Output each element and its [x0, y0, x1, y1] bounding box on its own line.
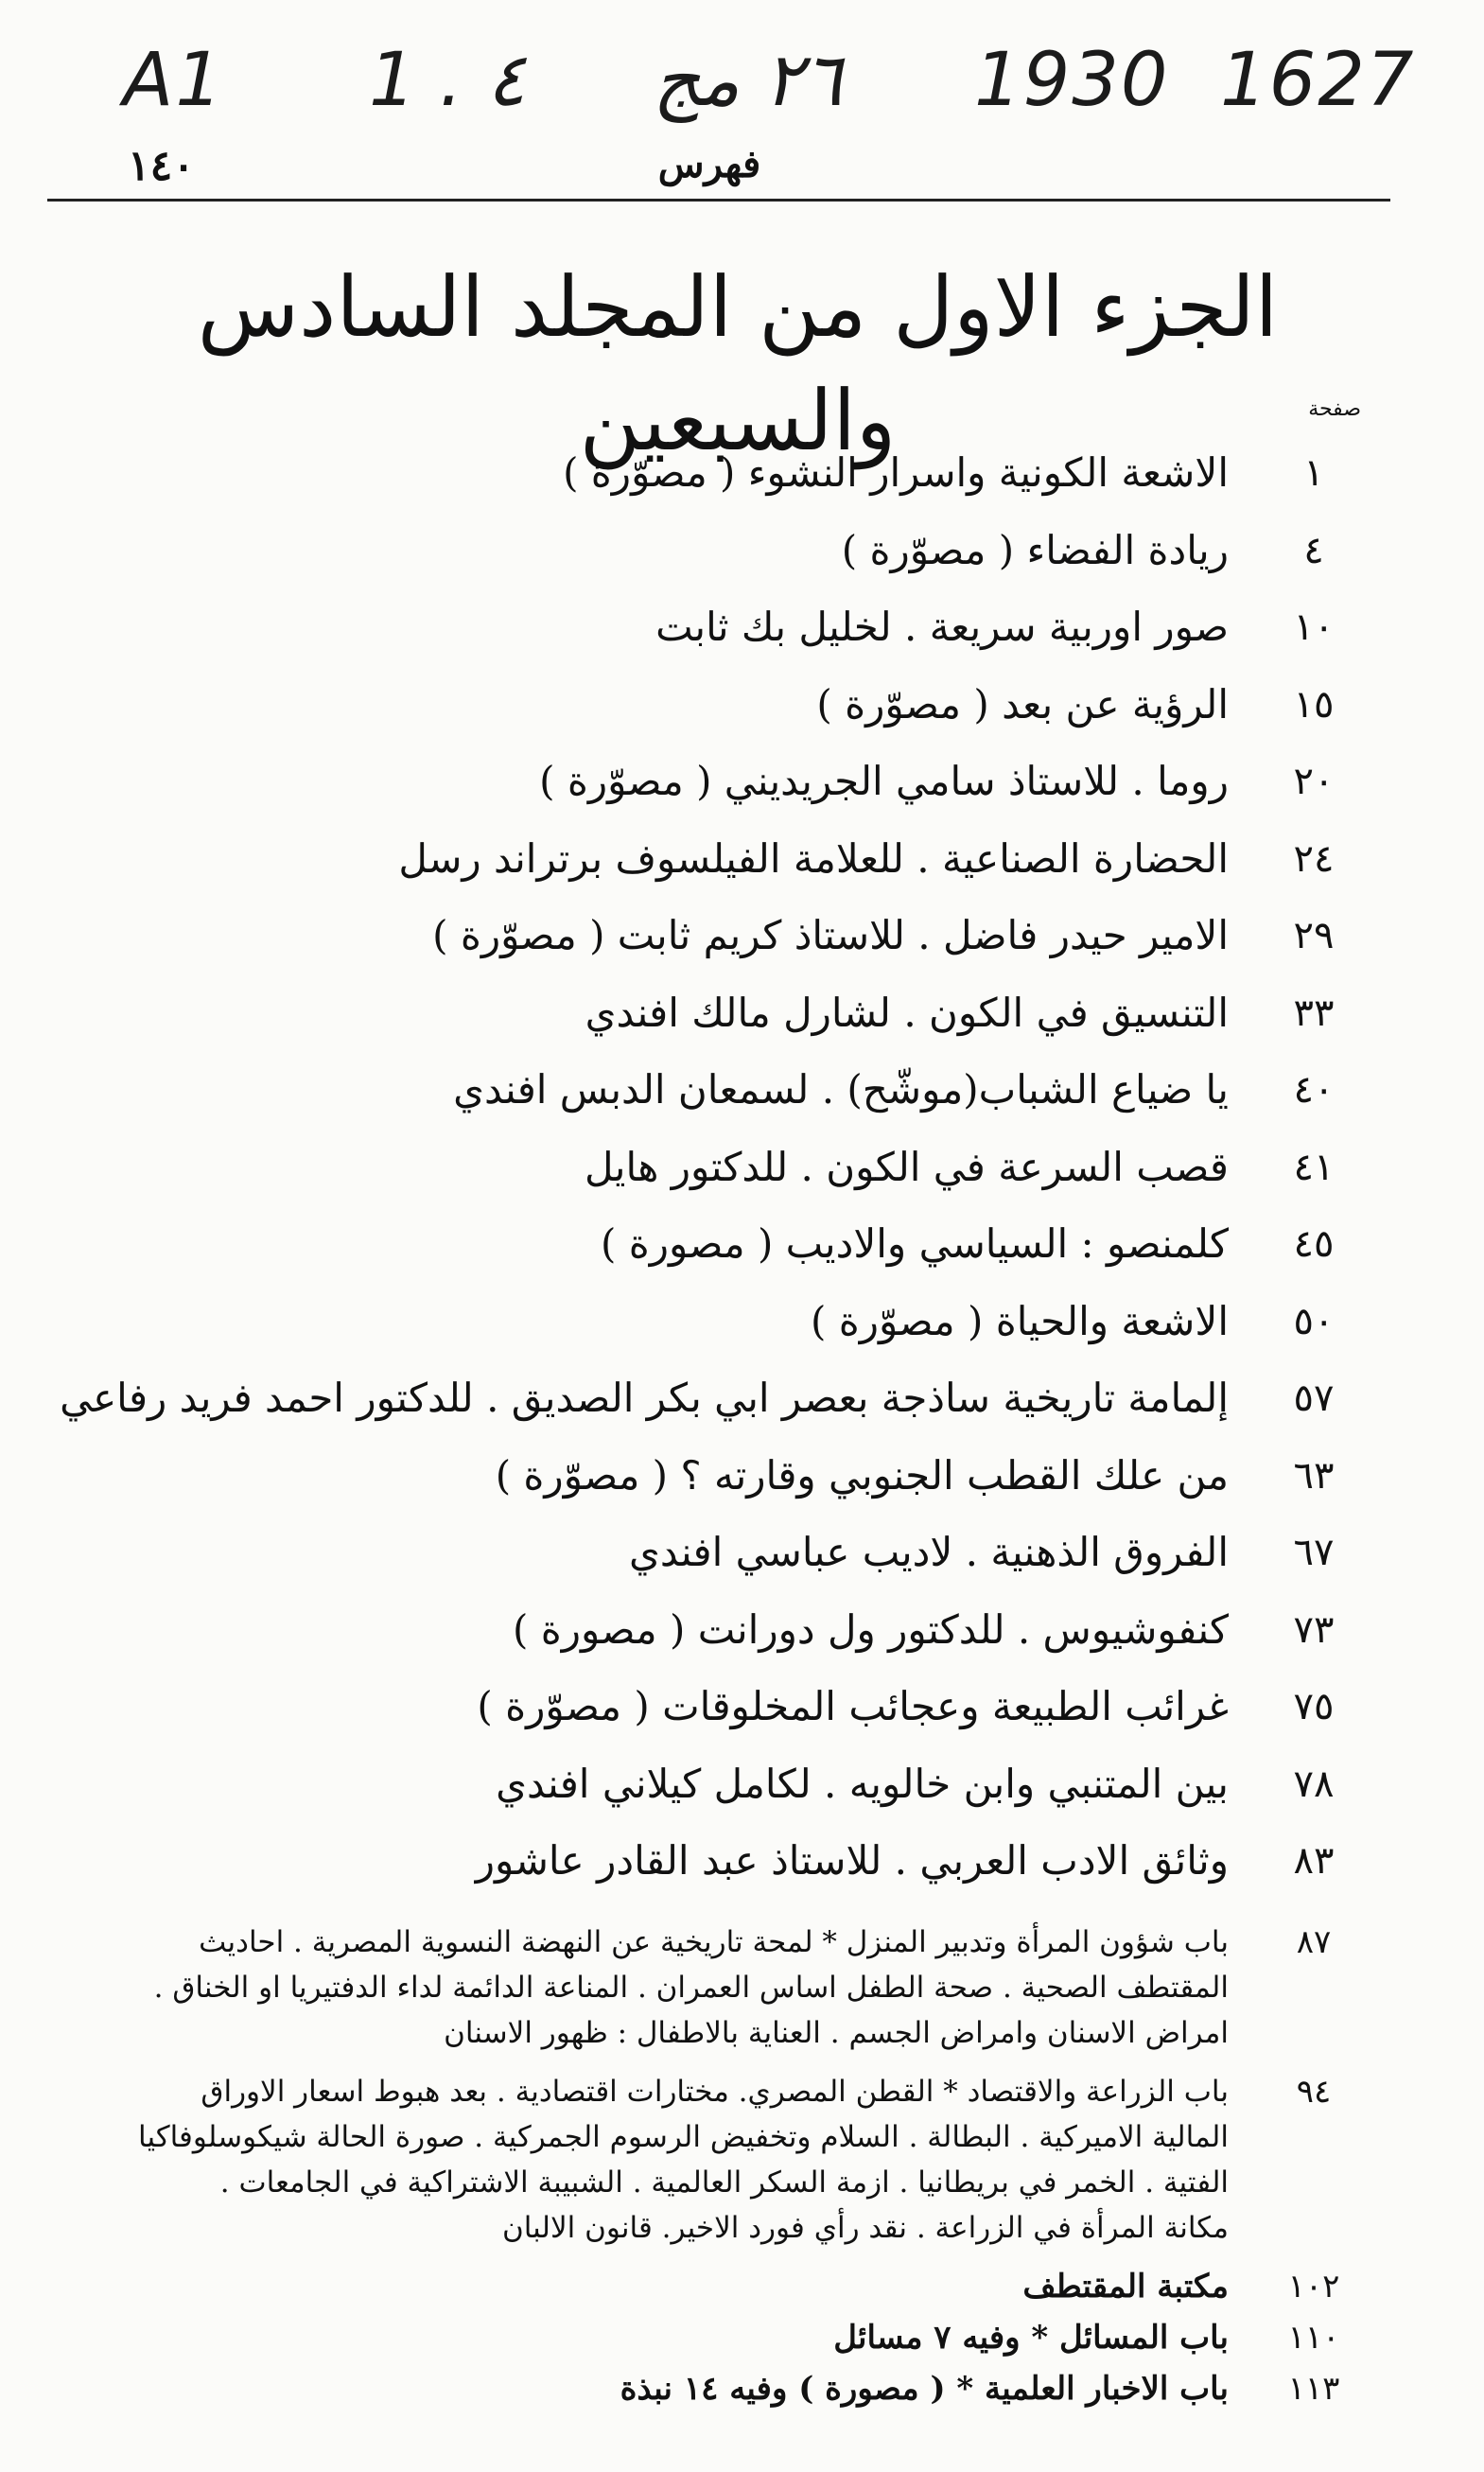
toc-entry-title: روما . للاستاذ سامي الجريديني ( مصوّرة )	[539, 758, 1229, 804]
toc-section-line: الفتية . الخمر في بريطانيا . ازمة السكر العالمية . الشبيبة الاشتراكية في الجامعات .	[219, 2165, 1229, 2200]
toc-entry	[0, 1052, 1484, 1128]
toc-entry-title: إلمامة تاريخية ساذجة بعصر ابي بكر الصديق . للدكتور احمد فريد رفاعي	[60, 1375, 1229, 1421]
toc-entry-page: ١	[1303, 451, 1324, 495]
toc-entry-title: قصب السرعة في الكون . للدكتور هايل	[584, 1143, 1229, 1190]
toc-entry	[0, 898, 1484, 973]
toc-section-page: ١٠٢	[1287, 2267, 1340, 2305]
toc-entry-title: وثائق الادب العربي . للاستاذ عبد القادر عاشور	[475, 1837, 1229, 1884]
toc-entry-page: ٧٥	[1293, 1685, 1335, 1728]
toc-entry	[0, 821, 1484, 897]
toc-entry-title: ريادة الفضاء ( مصوّرة )	[841, 526, 1229, 573]
toc-entry	[0, 1130, 1484, 1205]
catalog-note-part: 1930	[974, 38, 1170, 123]
toc-section-page: ١١٣	[1287, 2369, 1340, 2408]
toc-entry	[0, 1746, 1484, 1822]
toc-entry-page: ١٠	[1293, 605, 1335, 649]
toc-entry-page: ٦٧	[1293, 1531, 1335, 1574]
toc-section-line: باب المسائل * وفيه ٧ مسائل	[833, 2318, 1229, 2357]
toc-entry	[0, 744, 1484, 819]
toc-entry-title: الحضارة الصناعية . للعلامة الفيلسوف برتراند رسل	[398, 834, 1229, 882]
toc-section-text	[57, 2264, 1229, 2309]
toc-entry-title: الاشعة والحياة ( مصوّرة )	[810, 1297, 1229, 1344]
toc-entry-page: ٣٣	[1293, 991, 1335, 1035]
toc-entry	[0, 1284, 1484, 1359]
toc-entry	[0, 1823, 1484, 1899]
toc-entry	[0, 975, 1484, 1051]
toc-entry-page: ٦٣	[1293, 1453, 1335, 1498]
toc-entry-page: ٤	[1303, 528, 1324, 572]
toc-section-line: باب الاخبار العلمية * ( مصورة ) وفيه ١٤ نبذة	[620, 2369, 1229, 2408]
toc-section-line: المالية الاميركية . البطالة . السلام وتخفيض الرسوم الجمركية . صورة الحالة شيكوسلوفاكيا	[138, 2119, 1229, 2154]
catalog-note-part: A1	[123, 38, 224, 123]
toc-entry-title: كلمنصو : السياسي والاديب ( مصورة )	[600, 1220, 1229, 1267]
catalog-note-part: ٢٦ مج	[653, 38, 843, 123]
page-column-label: صفحة	[1308, 397, 1361, 421]
toc-section-page: ١١٠	[1287, 2318, 1340, 2357]
page-number: ١٤٠	[128, 142, 195, 190]
toc-section-page: ٨٧	[1296, 1922, 1332, 1961]
toc-section-line: المقتطف الصحية . صحة الطفل اساس العمران . المناعة الدائمة لداء الدفتيريا او الخناق .	[153, 1970, 1229, 2005]
toc-entry	[0, 1360, 1484, 1436]
running-header: فهرس	[657, 142, 761, 186]
toc-entry-page: ٨٣	[1293, 1839, 1335, 1883]
toc-entry-title: كنفوشيوس . للدكتور ول دورانت ( مصورة )	[513, 1605, 1229, 1653]
toc-entry-title: بين المتنبي وابن خالويه . لكامل كيلاني افندي	[496, 1760, 1229, 1807]
toc-entry-page: ٧٨	[1293, 1762, 1335, 1806]
toc-entry-page: ٤٥	[1293, 1222, 1335, 1266]
toc-section-page: ٩٤	[1296, 2072, 1332, 2111]
catalog-note-part: 1 . ٤	[369, 38, 526, 123]
toc-entry-title: من علك القطب الجنوبي وقارته ؟ ( مصوّرة )	[495, 1451, 1229, 1499]
toc-entry-page: ٤٠	[1293, 1068, 1335, 1112]
toc-section-text	[57, 2069, 1229, 2251]
toc-entry-title: الامير حيدر فاضل . للاستاذ كريم ثابت ( مصوّرة )	[432, 912, 1229, 958]
toc-section-line: مكتبة المقتطف	[1022, 2267, 1229, 2305]
toc-entry	[0, 513, 1484, 588]
toc-entry-title: صور اوربية سريعة . لخليل بك ثابت	[655, 604, 1229, 650]
toc-entry-page: ٢٤	[1293, 836, 1335, 881]
toc-entry-title: الاشعة الكونية واسرار النشوء ( مصوّرة )	[563, 449, 1229, 496]
toc-entry-page: ٢٩	[1293, 914, 1335, 957]
toc-entry-title: غرائب الطبيعة وعجائب المخلوقات ( مصوّرة )	[477, 1683, 1229, 1729]
toc-entry-page: ٧٣	[1293, 1607, 1335, 1652]
toc-entry-title: يا ضياع الشباب(موشّح) . لسمعان الدبس افندي	[453, 1066, 1229, 1113]
toc-section-line: امراض الاسنان وامراض الجسم . العناية بالاطفال : ظهور الاسنان	[444, 2015, 1229, 2050]
toc-entry	[0, 1669, 1484, 1744]
toc-entry-page: ٥٠	[1293, 1299, 1335, 1343]
toc-section-line: باب شؤون المرأة وتدبير المنزل * لمحة تاريخية عن النهضة النسوية المصرية . احاديث	[199, 1924, 1229, 1959]
toc-section-text	[57, 1920, 1229, 2056]
toc-section-text	[57, 2366, 1229, 2411]
toc-entry	[0, 1438, 1484, 1514]
toc-entry-page: ٥٧	[1293, 1376, 1335, 1420]
toc-entry-title: الرؤية عن بعد ( مصوّرة )	[816, 680, 1229, 728]
toc-section-line: مكانة المرأة في الزراعة . نقد رأي فورد الاخير. قانون الالبان	[501, 2210, 1229, 2245]
toc-entry-page: ١٥	[1293, 682, 1335, 727]
toc-section-text	[57, 2315, 1229, 2360]
toc-entry-page: ٤١	[1293, 1145, 1335, 1189]
toc-entry-page: ٢٠	[1293, 760, 1335, 803]
toc-entry	[0, 1592, 1484, 1668]
toc-section-line: باب الزراعة والاقتصاد * القطن المصري. مختارات اقتصادية . بعد هبوط اسعار الاوراق	[201, 2074, 1229, 2109]
toc-entry-title: الفروق الذهنية . لاديب عباسي افندي	[628, 1529, 1229, 1575]
toc-entry	[0, 589, 1484, 665]
toc-entry	[0, 1206, 1484, 1282]
toc-entry	[0, 1515, 1484, 1590]
toc-entry	[0, 435, 1484, 511]
toc-entry	[0, 667, 1484, 743]
page-title: الجزء الاول من المجلد السادس والسبعين	[197, 258, 1279, 469]
catalog-note-part: 1627	[1220, 38, 1416, 123]
toc-entry-title: التنسيق في الكون . لشارل مالك افندي	[585, 989, 1229, 1036]
